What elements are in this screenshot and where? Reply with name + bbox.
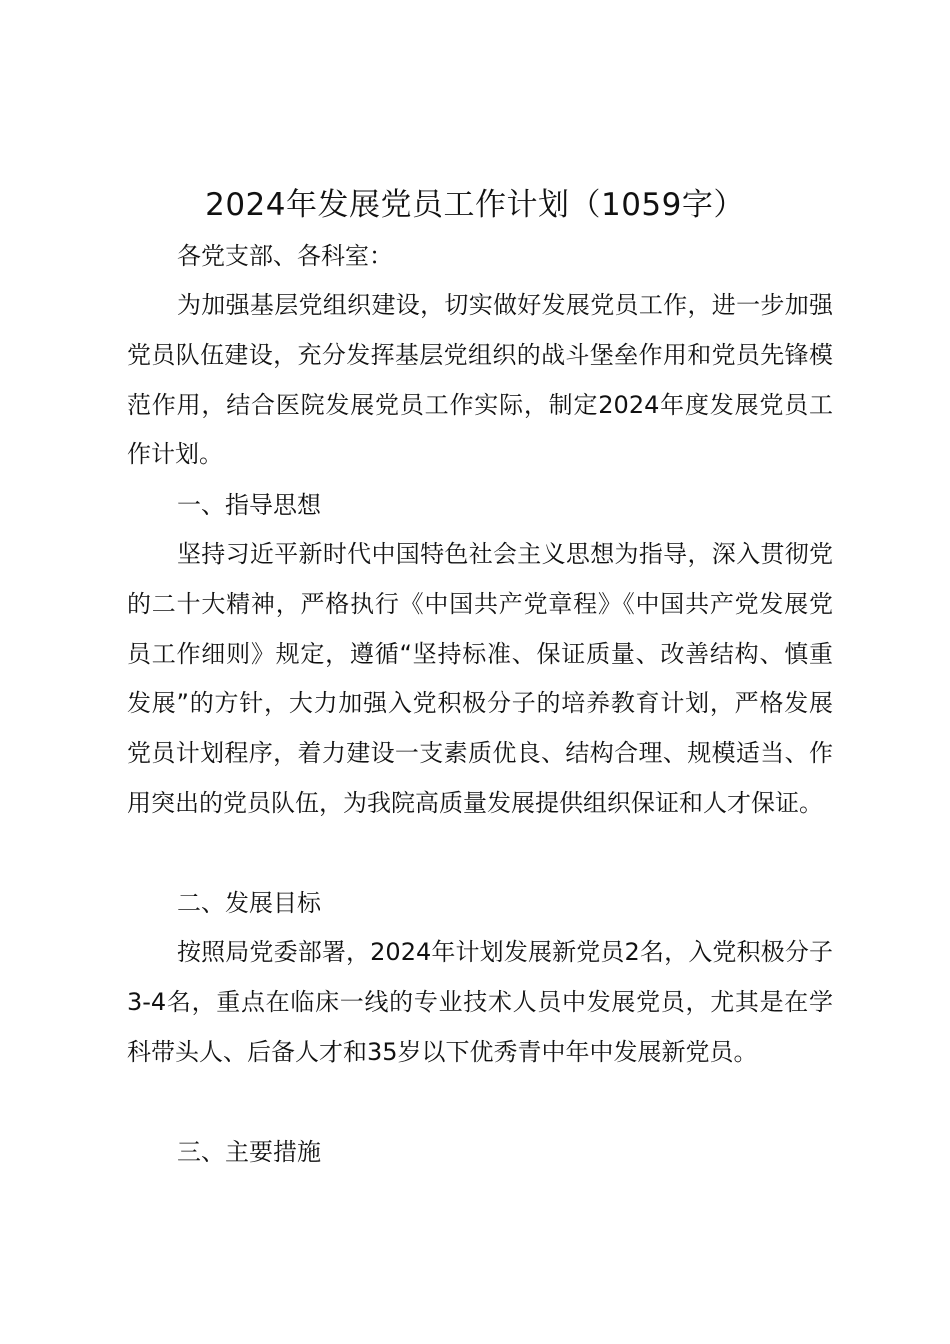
section-heading-development-goals: 二、发展目标 [177, 889, 321, 917]
section-paragraph-development-goals: 按照局党委部署，2024年计划发展新党员2名，入党积极分子3-4名，重点在临床一线的专业技术人员中发展党员，尤其是在学科带头人、后备人才和35岁以下优秀青中年中发展新党员。 [127, 938, 833, 1066]
section-heading-guiding-ideology: 一、指导思想 [177, 491, 321, 519]
intro-paragraph: 为加强基层党组织建设，切实做好发展党员工作，进一步加强党员队伍建设，充分发挥基层党组织的战斗堡垒作用和党员先锋模范作用，结合医院发展党员工作实际，制定2024年度发展党员工作计划。 [127, 291, 833, 469]
section-paragraph-guiding-ideology: 坚持习近平新时代中国特色社会主义思想为指导，深入贯彻党的二十大精神，严格执行《中国共产党章程》《中国共产党发展党员工作细则》规定，遵循“坚持标准、保证质量、改善结构、慎重发展”的方针，大力加强入党积极分子的培养教育计划，严格发展党员计划程序，着力建设一支素质优良、结构合理、规模适当、作用突出的党员队伍，为我院高质量发展提供组织保证和人才保证。 [127, 540, 833, 817]
salutation: 各党支部、各科室： [177, 242, 393, 270]
section-heading-main-measures: 三、主要措施 [177, 1138, 321, 1166]
document-title: 2024年发展党员工作计划（1059字） [205, 187, 745, 223]
